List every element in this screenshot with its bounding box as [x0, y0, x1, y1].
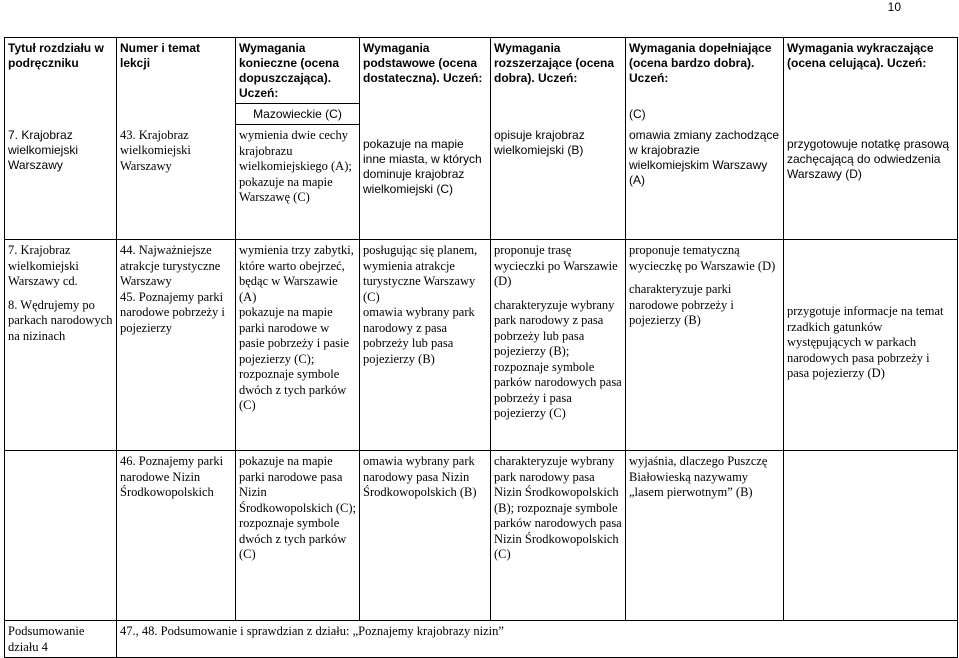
- header-row: [5, 38, 958, 104]
- wykraczajace-cell: przygotowuje notatkę prasową zachęcającą do odwiedzenia Warszawy (D): [784, 125, 958, 240]
- region-label: Mazowieckie (C): [236, 104, 360, 125]
- requirement-text: wymienia trzy zabytki, które warto obejrzeć, będąc w Warszawie (A): [239, 243, 354, 304]
- requirement-text: charakteryzuje wybrany park narodowy z pasa pobrzeży lub pasa pojezierzy (B); rozpoznaje symbole parków narodowych pasa pobrzeży i pasa pojezierzy (C): [494, 297, 622, 420]
- chapter-cell: [5, 451, 117, 621]
- rozszerzajace-cell: opisuje krajobraz wielkomiejski (B): [491, 125, 626, 240]
- header-podstawowe: Wymagania podstawowe (ocena dostateczna). Uczeń:: [360, 38, 491, 104]
- lesson-cell: [117, 240, 236, 451]
- lesson-cell: 46. Poznajemy parki narodowe Nizin Środkowopolskich: [117, 451, 236, 621]
- region-label-c: (C): [626, 104, 784, 125]
- requirement-text: proponuje trasę wycieczki po Warszawie (D): [494, 243, 618, 288]
- header-chapter: Tytuł rozdziału w podręczniku: [5, 38, 117, 104]
- header-lesson: Numer i temat lekcji: [117, 38, 236, 104]
- requirement-text: przygotuje informacje na temat rzadkich gatunków występujących w parkach narodowych pasa pobrzeży i pasa pojezierzy (D): [787, 304, 944, 380]
- lesson-text: 44. Najważniejsze atrakcje turystyczne Warszawy: [120, 243, 221, 288]
- chapter-cell: 7. Krajobraz wielkomiejski Warszawy: [5, 125, 117, 240]
- chapter-cell: [5, 240, 117, 451]
- wykraczajace-cell: [784, 240, 958, 451]
- dopelniajace-cell: wyjaśnia, dlaczego Puszczę Białowieską nazywamy „lasem pierwotnym” (B): [626, 451, 784, 621]
- page-number: 10: [887, 0, 901, 14]
- chapter-text: 7. Krajobraz wielkomiejski Warszawy cd.: [8, 243, 79, 288]
- header-dopelniajace: Wymagania dopełniające (ocena bardzo dobra). Uczeń:: [626, 38, 784, 104]
- konieczne-cell: wymienia dwie cechy krajobrazu wielkomiejskiego (A); pokazuje na mapie Warszawę (C): [236, 125, 360, 240]
- dopelniajace-cell: [626, 240, 784, 451]
- podstawowe-cell: omawia wybrany park narodowy pasa Nizin Środkowopolskich (B): [360, 451, 491, 621]
- summary-chapter: Podsumowanie działu 4: [5, 621, 117, 658]
- konieczne-cell: pokazuje na mapie parki narodowe pasa Nizin Środkowopolskich (C); rozpoznaje symbole dwóch z tych parków (C): [236, 451, 360, 621]
- wykraczajace-cell: [784, 451, 958, 621]
- header-rozszerzajace: Wymagania rozszerzające (ocena dobra). Uczeń:: [491, 38, 626, 104]
- podstawowe-cell: pokazuje na mapie inne miasta, w których dominuje krajobraz wielkomiejski (C): [360, 125, 491, 240]
- requirements-table: [4, 37, 958, 658]
- header-wykraczajace: Wymagania wykraczające (ocena celująca). Uczeń:: [784, 38, 958, 104]
- dopelniajace-cell: omawia zmiany zachodzące w krajobrazie wielkomiejskim Warszawy (A): [626, 125, 784, 240]
- konieczne-cell: [236, 240, 360, 451]
- requirement-text: proponuje tematyczną wycieczkę po Warszawie (D): [629, 243, 776, 273]
- requirement-text: charakteryzuje parki narodowe pobrzeży i pojezierzy (B): [629, 282, 734, 327]
- lesson-cell: 43. Krajobraz wielkomiejski Warszawy: [117, 125, 236, 240]
- table-row: [5, 125, 958, 240]
- requirement-text: posługując się planem, wymienia atrakcje turystyczne Warszawy (C): [363, 243, 478, 304]
- lesson-text: 45. Poznajemy parki narodowe pobrzeży i pojezierzy: [120, 289, 225, 335]
- chapter-text: 8. Wędrujemy po parkach narodowych na nizinach: [8, 297, 113, 343]
- header-konieczne: Wymagania konieczne (ocena dopuszczająca). Uczeń:: [236, 38, 360, 104]
- summary-text: 47., 48. Podsumowanie i sprawdzian z działu: „Poznajemy krajobrazy nizin”: [117, 621, 958, 658]
- podstawowe-cell: [360, 240, 491, 451]
- table-row: [5, 451, 958, 621]
- rozszerzajace-cell: charakteryzuje wybrany park narodowy pasa Nizin Środkowopolskich (B); rozpoznaje symbole parków narodowych pasa Nizin Środkowopolskich (C): [491, 451, 626, 621]
- rozszerzajace-cell: [491, 240, 626, 451]
- summary-row: [5, 621, 958, 658]
- table-row: [5, 240, 958, 451]
- requirement-text: omawia wybrany park narodowy z pasa pobrzeży lub pasa pojezierzy (B): [363, 305, 475, 366]
- requirement-text: pokazuje na mapie parki narodowe w pasie pobrzeży i pasie pojezierzy (C); rozpoznaje symbole dwóch z tych parków (C): [239, 305, 350, 412]
- region-row: [5, 104, 958, 125]
